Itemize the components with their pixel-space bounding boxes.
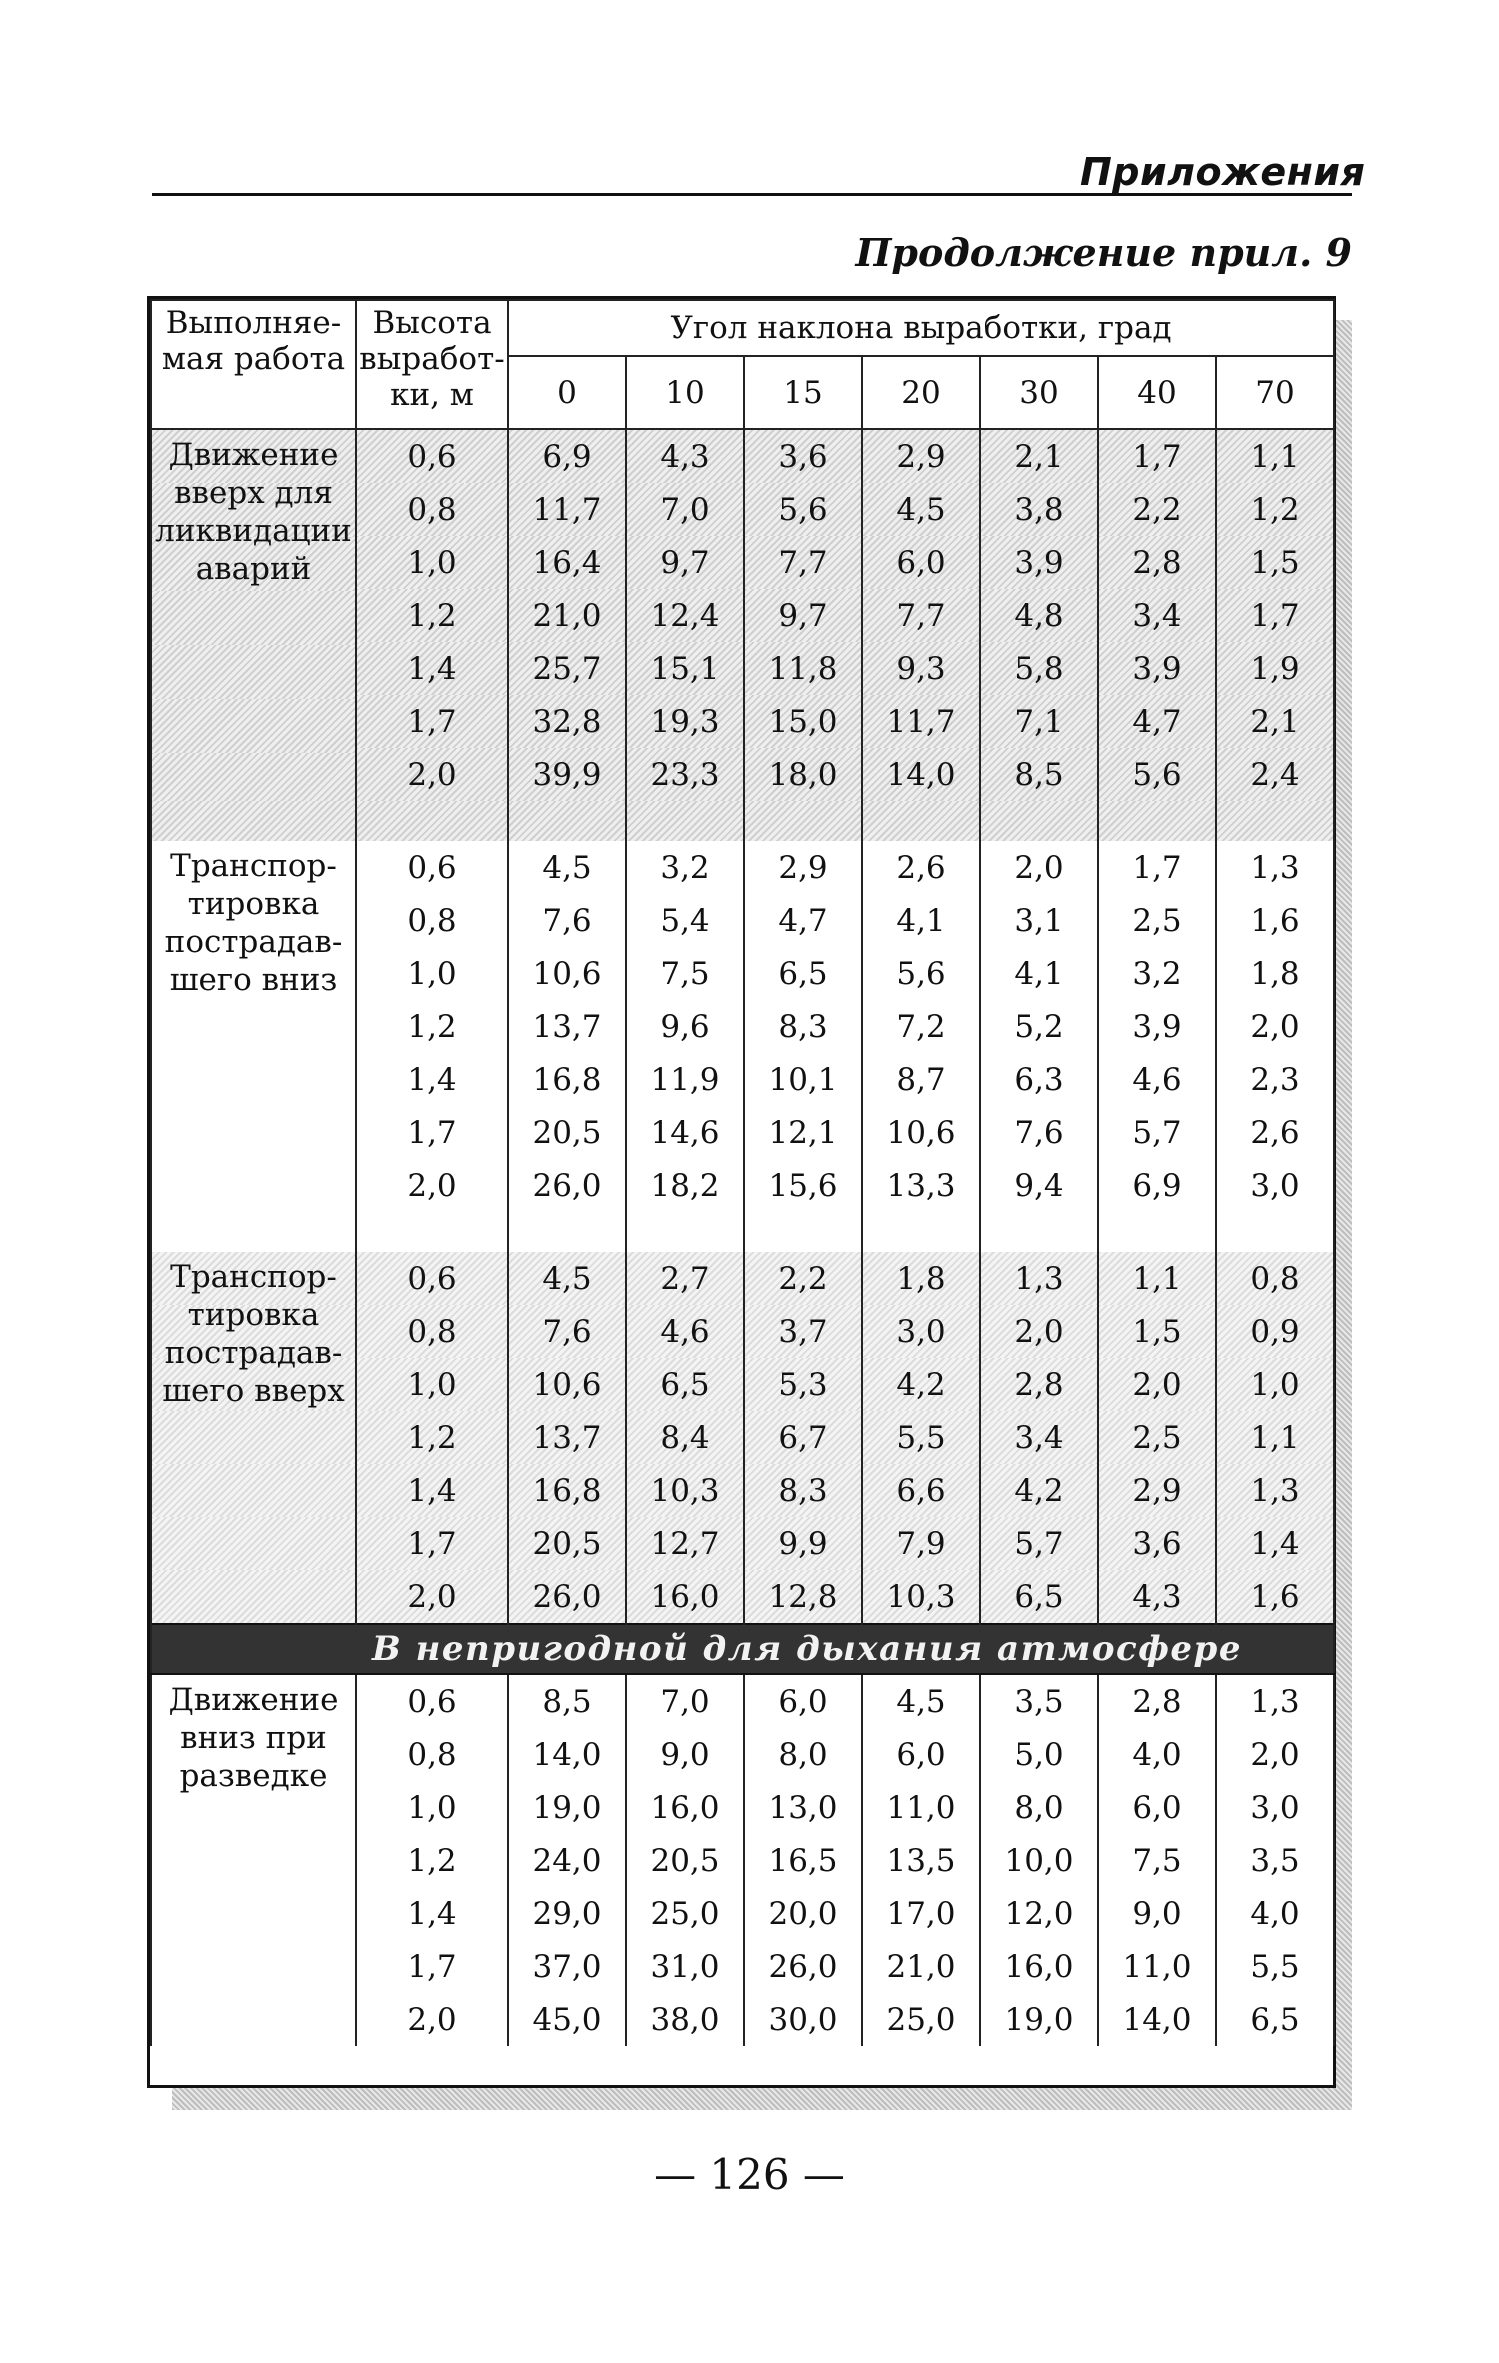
value-cell: 8,0 <box>980 1781 1098 1834</box>
height-cell: 0,6 <box>356 1252 508 1305</box>
value-cell: 8,0 <box>744 1728 862 1781</box>
value-cell: 6,0 <box>862 1728 980 1781</box>
value-cell: 4,6 <box>1098 1053 1216 1106</box>
value-cell: 11,7 <box>862 695 980 748</box>
value-cell: 1,6 <box>1216 1570 1334 1624</box>
value-cell: 26,0 <box>508 1570 626 1624</box>
running-header: Приложения <box>1080 150 1366 194</box>
value-cell: 2,8 <box>1098 1674 1216 1728</box>
value-cell: 13,3 <box>862 1159 980 1212</box>
value-cell: 1,1 <box>1216 1411 1334 1464</box>
value-cell: 9,7 <box>626 536 744 589</box>
height-cell: 1,0 <box>356 536 508 589</box>
value-cell: 6,5 <box>1216 1993 1334 2046</box>
height-cell: 2,0 <box>356 1159 508 1212</box>
value-cell: 16,0 <box>626 1781 744 1834</box>
value-cell: 7,2 <box>862 1000 980 1053</box>
column-header-angle: Угол наклона выработки, град <box>508 300 1334 356</box>
value-cell: 6,9 <box>1098 1159 1216 1212</box>
value-cell: 3,0 <box>1216 1159 1334 1212</box>
value-cell: 15,0 <box>744 695 862 748</box>
value-cell: 2,8 <box>1098 536 1216 589</box>
height-cell: 0,8 <box>356 1305 508 1358</box>
value-cell: 18,2 <box>626 1159 744 1212</box>
gap-cell <box>626 1212 744 1252</box>
value-cell: 7,6 <box>980 1106 1098 1159</box>
data-table <box>150 299 1335 2046</box>
value-cell: 12,4 <box>626 589 744 642</box>
value-cell: 10,6 <box>862 1106 980 1159</box>
table-row <box>151 1674 1334 1728</box>
value-cell: 16,5 <box>744 1834 862 1887</box>
value-cell: 25,7 <box>508 642 626 695</box>
value-cell: 1,7 <box>1098 429 1216 483</box>
value-cell: 2,0 <box>1216 1728 1334 1781</box>
value-cell: 5,7 <box>980 1517 1098 1570</box>
value-cell: 7,0 <box>626 1674 744 1728</box>
height-cell: 0,6 <box>356 429 508 483</box>
value-cell: 2,9 <box>1098 1464 1216 1517</box>
height-cell: 0,8 <box>356 894 508 947</box>
height-cell: 1,4 <box>356 1053 508 1106</box>
value-cell: 5,6 <box>1098 748 1216 801</box>
value-cell: 19,0 <box>508 1781 626 1834</box>
value-cell: 10,6 <box>508 1358 626 1411</box>
table-continuation-title: Продолжение прил. 9 <box>855 230 1352 275</box>
value-cell: 0,8 <box>1216 1252 1334 1305</box>
value-cell: 18,0 <box>744 748 862 801</box>
value-cell: 1,2 <box>1216 483 1334 536</box>
value-cell: 24,0 <box>508 1834 626 1887</box>
value-cell: 3,1 <box>980 894 1098 947</box>
value-cell: 25,0 <box>626 1887 744 1940</box>
height-cell: 1,4 <box>356 1464 508 1517</box>
value-cell: 9,4 <box>980 1159 1098 1212</box>
value-cell: 20,0 <box>744 1887 862 1940</box>
height-cell: 1,7 <box>356 1106 508 1159</box>
value-cell: 30,0 <box>744 1993 862 2046</box>
column-header-height: Высота выработ-ки, м <box>356 300 508 429</box>
value-cell: 15,6 <box>744 1159 862 1212</box>
value-cell: 3,5 <box>1216 1834 1334 1887</box>
value-cell: 11,7 <box>508 483 626 536</box>
value-cell: 10,0 <box>980 1834 1098 1887</box>
value-cell: 4,7 <box>1098 695 1216 748</box>
gap-cell <box>356 1212 508 1252</box>
value-cell: 7,6 <box>508 894 626 947</box>
value-cell: 21,0 <box>508 589 626 642</box>
value-cell: 6,5 <box>744 947 862 1000</box>
value-cell: 5,4 <box>626 894 744 947</box>
value-cell: 3,0 <box>1216 1781 1334 1834</box>
gap-cell <box>744 1212 862 1252</box>
height-cell: 0,6 <box>356 841 508 894</box>
value-cell: 1,5 <box>1098 1305 1216 1358</box>
page-number: — 126 — <box>654 2150 845 2199</box>
work-type-cell: Транспор-тировка пострадав-шего вверх <box>151 1252 356 1624</box>
value-cell: 9,3 <box>862 642 980 695</box>
height-cell: 1,2 <box>356 1411 508 1464</box>
value-cell: 4,1 <box>980 947 1098 1000</box>
value-cell: 6,5 <box>626 1358 744 1411</box>
section-banner-cell <box>151 1624 1334 1674</box>
angle-header: 70 <box>1216 356 1334 429</box>
gap-cell <box>356 801 508 841</box>
value-cell: 4,1 <box>862 894 980 947</box>
table-row <box>151 841 1334 894</box>
value-cell: 4,3 <box>626 429 744 483</box>
value-cell: 1,4 <box>1216 1517 1334 1570</box>
section-banner-row <box>151 1624 1334 1674</box>
value-cell: 2,2 <box>744 1252 862 1305</box>
gap-cell <box>980 1212 1098 1252</box>
value-cell: 7,5 <box>626 947 744 1000</box>
value-cell: 6,0 <box>862 536 980 589</box>
value-cell: 7,0 <box>626 483 744 536</box>
value-cell: 4,5 <box>508 841 626 894</box>
value-cell: 6,6 <box>862 1464 980 1517</box>
value-cell: 3,6 <box>1098 1517 1216 1570</box>
value-cell: 2,9 <box>862 429 980 483</box>
value-cell: 1,5 <box>1216 536 1334 589</box>
value-cell: 19,3 <box>626 695 744 748</box>
value-cell: 9,9 <box>744 1517 862 1570</box>
value-cell: 9,7 <box>744 589 862 642</box>
value-cell: 3,2 <box>626 841 744 894</box>
value-cell: 31,0 <box>626 1940 744 1993</box>
gap-cell <box>508 801 626 841</box>
value-cell: 1,0 <box>1216 1358 1334 1411</box>
value-cell: 1,9 <box>1216 642 1334 695</box>
value-cell: 6,0 <box>1098 1781 1216 1834</box>
value-cell: 11,9 <box>626 1053 744 1106</box>
value-cell: 21,0 <box>862 1940 980 1993</box>
value-cell: 4,0 <box>1216 1887 1334 1940</box>
gap-cell <box>151 1212 356 1252</box>
height-cell: 2,0 <box>356 1993 508 2046</box>
value-cell: 5,6 <box>862 947 980 1000</box>
table-container <box>147 296 1336 2088</box>
value-cell: 12,1 <box>744 1106 862 1159</box>
value-cell: 3,7 <box>744 1305 862 1358</box>
value-cell: 4,2 <box>980 1464 1098 1517</box>
gap-cell <box>862 1212 980 1252</box>
gap-cell <box>1098 801 1216 841</box>
value-cell: 16,8 <box>508 1053 626 1106</box>
gap-cell <box>862 801 980 841</box>
value-cell: 12,8 <box>744 1570 862 1624</box>
value-cell: 1,7 <box>1216 589 1334 642</box>
value-cell: 10,1 <box>744 1053 862 1106</box>
section-gap-row <box>151 801 1334 841</box>
value-cell: 23,3 <box>626 748 744 801</box>
angle-header: 15 <box>744 356 862 429</box>
height-cell: 0,8 <box>356 483 508 536</box>
value-cell: 8,5 <box>508 1674 626 1728</box>
value-cell: 45,0 <box>508 1993 626 2046</box>
gap-cell <box>1216 801 1334 841</box>
value-cell: 3,2 <box>1098 947 1216 1000</box>
height-cell: 1,2 <box>356 589 508 642</box>
value-cell: 2,9 <box>744 841 862 894</box>
angle-header: 10 <box>626 356 744 429</box>
value-cell: 5,5 <box>1216 1940 1334 1993</box>
value-cell: 4,5 <box>508 1252 626 1305</box>
angle-header: 0 <box>508 356 626 429</box>
value-cell: 16,4 <box>508 536 626 589</box>
height-cell: 1,4 <box>356 1887 508 1940</box>
value-cell: 7,5 <box>1098 1834 1216 1887</box>
value-cell: 3,8 <box>980 483 1098 536</box>
value-cell: 14,6 <box>626 1106 744 1159</box>
value-cell: 7,7 <box>744 536 862 589</box>
value-cell: 5,0 <box>980 1728 1098 1781</box>
value-cell: 9,0 <box>626 1728 744 1781</box>
height-cell: 1,4 <box>356 642 508 695</box>
table-body <box>151 429 1334 2046</box>
value-cell: 8,7 <box>862 1053 980 1106</box>
gap-cell <box>744 801 862 841</box>
value-cell: 13,7 <box>508 1411 626 1464</box>
value-cell: 32,8 <box>508 695 626 748</box>
height-cell: 1,2 <box>356 1834 508 1887</box>
height-cell: 1,7 <box>356 1517 508 1570</box>
gap-cell <box>626 801 744 841</box>
value-cell: 2,6 <box>1216 1106 1334 1159</box>
value-cell: 8,3 <box>744 1464 862 1517</box>
value-cell: 2,1 <box>1216 695 1334 748</box>
value-cell: 1,3 <box>1216 1464 1334 1517</box>
value-cell: 2,0 <box>1216 1000 1334 1053</box>
height-cell: 1,2 <box>356 1000 508 1053</box>
value-cell: 1,3 <box>1216 841 1334 894</box>
value-cell: 5,6 <box>744 483 862 536</box>
height-cell: 1,7 <box>356 695 508 748</box>
value-cell: 3,4 <box>1098 589 1216 642</box>
value-cell: 3,9 <box>980 536 1098 589</box>
value-cell: 4,5 <box>862 483 980 536</box>
value-cell: 38,0 <box>626 1993 744 2046</box>
value-cell: 9,6 <box>626 1000 744 1053</box>
value-cell: 5,7 <box>1098 1106 1216 1159</box>
value-cell: 2,5 <box>1098 894 1216 947</box>
value-cell: 4,3 <box>1098 1570 1216 1624</box>
work-type-cell: Движение вниз при разведке <box>151 1674 356 2046</box>
column-header-work: Выполняе-мая работа <box>151 300 356 429</box>
value-cell: 2,3 <box>1216 1053 1334 1106</box>
value-cell: 4,5 <box>862 1674 980 1728</box>
value-cell: 16,8 <box>508 1464 626 1517</box>
value-cell: 2,5 <box>1098 1411 1216 1464</box>
value-cell: 29,0 <box>508 1887 626 1940</box>
section-banner: В непригодной для дыхания атмосфере <box>372 1629 1242 1669</box>
value-cell: 10,3 <box>862 1570 980 1624</box>
value-cell: 7,1 <box>980 695 1098 748</box>
value-cell: 14,0 <box>1098 1993 1216 2046</box>
value-cell: 7,9 <box>862 1517 980 1570</box>
height-cell: 2,0 <box>356 748 508 801</box>
value-cell: 4,0 <box>1098 1728 1216 1781</box>
value-cell: 2,0 <box>980 1305 1098 1358</box>
value-cell: 10,3 <box>626 1464 744 1517</box>
value-cell: 2,2 <box>1098 483 1216 536</box>
value-cell: 20,5 <box>508 1517 626 1570</box>
angle-header: 40 <box>1098 356 1216 429</box>
value-cell: 9,0 <box>1098 1887 1216 1940</box>
value-cell: 6,0 <box>744 1674 862 1728</box>
gap-cell <box>1098 1212 1216 1252</box>
value-cell: 4,8 <box>980 589 1098 642</box>
value-cell: 39,9 <box>508 748 626 801</box>
value-cell: 17,0 <box>862 1887 980 1940</box>
value-cell: 1,1 <box>1216 429 1334 483</box>
value-cell: 1,6 <box>1216 894 1334 947</box>
angle-header: 30 <box>980 356 1098 429</box>
value-cell: 13,7 <box>508 1000 626 1053</box>
value-cell: 2,7 <box>626 1252 744 1305</box>
value-cell: 2,0 <box>980 841 1098 894</box>
value-cell: 1,1 <box>1098 1252 1216 1305</box>
value-cell: 8,3 <box>744 1000 862 1053</box>
value-cell: 12,0 <box>980 1887 1098 1940</box>
value-cell: 11,0 <box>862 1781 980 1834</box>
value-cell: 11,8 <box>744 642 862 695</box>
height-cell: 1,7 <box>356 1940 508 1993</box>
value-cell: 14,0 <box>862 748 980 801</box>
table-row <box>151 429 1334 483</box>
value-cell: 1,8 <box>862 1252 980 1305</box>
height-cell: 1,0 <box>356 947 508 1000</box>
value-cell: 4,2 <box>862 1358 980 1411</box>
angle-header: 20 <box>862 356 980 429</box>
value-cell: 8,5 <box>980 748 1098 801</box>
value-cell: 20,5 <box>626 1834 744 1887</box>
value-cell: 3,4 <box>980 1411 1098 1464</box>
height-cell: 1,0 <box>356 1781 508 1834</box>
value-cell: 6,7 <box>744 1411 862 1464</box>
table-row <box>151 1252 1334 1305</box>
value-cell: 4,6 <box>626 1305 744 1358</box>
value-cell: 2,8 <box>980 1358 1098 1411</box>
gap-cell <box>508 1212 626 1252</box>
value-cell: 26,0 <box>508 1159 626 1212</box>
height-cell: 0,8 <box>356 1728 508 1781</box>
value-cell: 8,4 <box>626 1411 744 1464</box>
value-cell: 13,5 <box>862 1834 980 1887</box>
value-cell: 6,9 <box>508 429 626 483</box>
value-cell: 1,3 <box>980 1252 1098 1305</box>
value-cell: 14,0 <box>508 1728 626 1781</box>
value-cell: 0,9 <box>1216 1305 1334 1358</box>
value-cell: 3,6 <box>744 429 862 483</box>
value-cell: 5,8 <box>980 642 1098 695</box>
section-gap-row <box>151 1212 1334 1252</box>
value-cell: 3,9 <box>1098 642 1216 695</box>
value-cell: 13,0 <box>744 1781 862 1834</box>
value-cell: 6,3 <box>980 1053 1098 1106</box>
value-cell: 5,2 <box>980 1000 1098 1053</box>
value-cell: 15,1 <box>626 642 744 695</box>
value-cell: 10,6 <box>508 947 626 1000</box>
value-cell: 7,6 <box>508 1305 626 1358</box>
work-type-cell: Транспор-тировка пострадав-шего вниз <box>151 841 356 1212</box>
value-cell: 20,5 <box>508 1106 626 1159</box>
value-cell: 3,5 <box>980 1674 1098 1728</box>
value-cell: 1,7 <box>1098 841 1216 894</box>
value-cell: 7,7 <box>862 589 980 642</box>
height-cell: 1,0 <box>356 1358 508 1411</box>
value-cell: 5,3 <box>744 1358 862 1411</box>
value-cell: 3,0 <box>862 1305 980 1358</box>
value-cell: 3,9 <box>1098 1000 1216 1053</box>
value-cell: 16,0 <box>626 1570 744 1624</box>
value-cell: 2,6 <box>862 841 980 894</box>
height-cell: 0,6 <box>356 1674 508 1728</box>
value-cell: 26,0 <box>744 1940 862 1993</box>
work-type-cell: Движение вверх для ликвидации аварий <box>151 429 356 801</box>
value-cell: 2,0 <box>1098 1358 1216 1411</box>
value-cell: 1,8 <box>1216 947 1334 1000</box>
value-cell: 16,0 <box>980 1940 1098 1993</box>
gap-cell <box>151 801 356 841</box>
height-cell: 2,0 <box>356 1570 508 1624</box>
gap-cell <box>980 801 1098 841</box>
value-cell: 11,0 <box>1098 1940 1216 1993</box>
value-cell: 19,0 <box>980 1993 1098 2046</box>
value-cell: 25,0 <box>862 1993 980 2046</box>
value-cell: 12,7 <box>626 1517 744 1570</box>
value-cell: 37,0 <box>508 1940 626 1993</box>
value-cell: 6,5 <box>980 1570 1098 1624</box>
value-cell: 2,4 <box>1216 748 1334 801</box>
value-cell: 2,1 <box>980 429 1098 483</box>
value-cell: 4,7 <box>744 894 862 947</box>
value-cell: 5,5 <box>862 1411 980 1464</box>
gap-cell <box>1216 1212 1334 1252</box>
header-rule <box>152 193 1352 196</box>
value-cell: 1,3 <box>1216 1674 1334 1728</box>
